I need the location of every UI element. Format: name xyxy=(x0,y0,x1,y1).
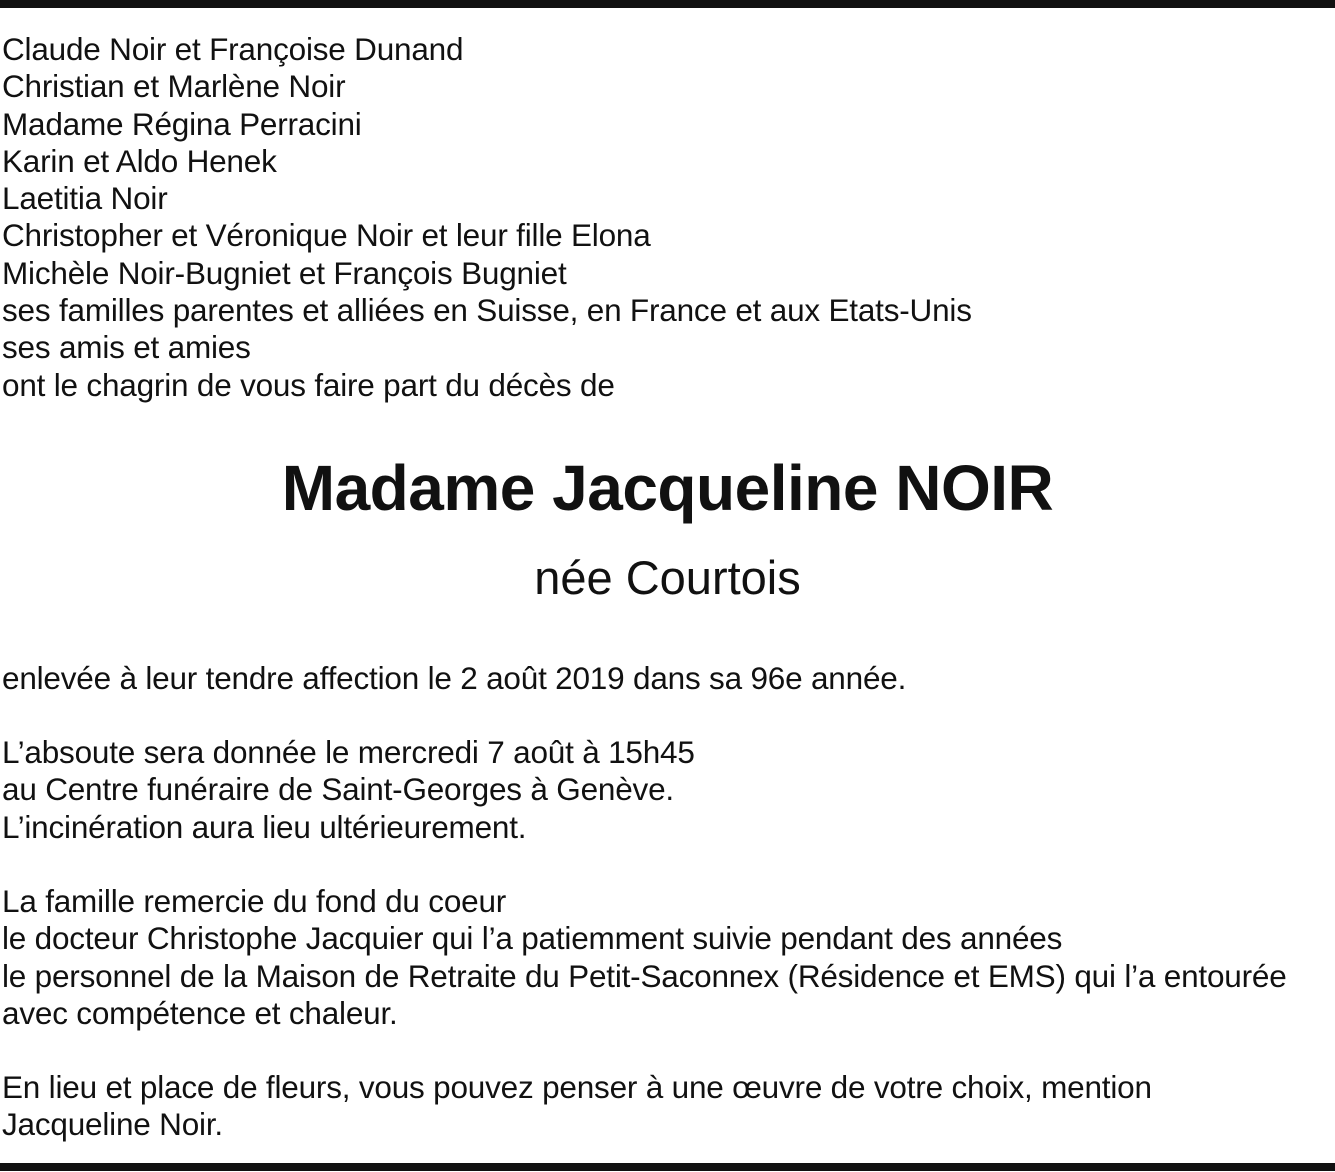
announcer-line: Michèle Noir-Bugniet et François Bugniet xyxy=(2,254,567,291)
death-notice-line: enlevée à leur tendre affection le 2 août 2019 dans sa 96e année. xyxy=(2,660,907,696)
thanks-line: le personnel de la Maison de Retraite du Petit-Saconnex (Résidence et EMS) qui l’a entourée xyxy=(2,957,1287,994)
flowers-line: Jacqueline Noir. xyxy=(2,1106,223,1143)
ceremony-line: au Centre funéraire de Saint-Georges à Genève. xyxy=(2,771,674,808)
flowers-line: En lieu et place de fleurs, vous pouvez penser à une œuvre de votre choix, mention xyxy=(2,1069,1152,1105)
announcer-line: ont le chagrin de vous faire part du décès de xyxy=(2,366,615,403)
announcer-line: Claude Noir et Françoise Dunand xyxy=(2,31,464,67)
maiden-name: née Courtois xyxy=(534,551,801,604)
deceased-name-heading: Madame Jacqueline NOIR xyxy=(281,452,1054,524)
top-border-rule xyxy=(0,0,1335,8)
thanks-line: La famille remercie du fond du coeur xyxy=(2,883,507,919)
death-notice xyxy=(2,660,1332,697)
thanks-line: avec compétence et chaleur. xyxy=(2,994,398,1031)
ceremony-line: L’incinération aura lieu ultérieurement. xyxy=(2,808,527,845)
announcer-line: ses familles parentes et alliées en Suisse, en France et aux Etats-Unis xyxy=(2,292,972,329)
announcer-line: ses amis et amies xyxy=(2,329,251,366)
announcers-list xyxy=(2,31,1332,404)
thanks-line: le docteur Christophe Jacquier qui l’a patiemment suivie pendant des années xyxy=(2,920,1063,957)
announcer-line: Laetitia Noir xyxy=(2,180,168,217)
announcer-line: Christian et Marlène Noir xyxy=(2,68,346,105)
announcer-line: Christopher et Véronique Noir et leur fille Elona xyxy=(2,217,651,254)
announcer-line: Karin et Aldo Henek xyxy=(2,142,277,179)
ceremony-line: L’absoute sera donnée le mercredi 7 août à 15h45 xyxy=(2,734,695,770)
bottom-border-rule xyxy=(0,1163,1335,1171)
flowers-request xyxy=(2,1069,1332,1144)
thanks-paragraph xyxy=(2,883,1332,1032)
ceremony-details xyxy=(2,734,1332,846)
announcer-line: Madame Régina Perracini xyxy=(2,105,362,142)
